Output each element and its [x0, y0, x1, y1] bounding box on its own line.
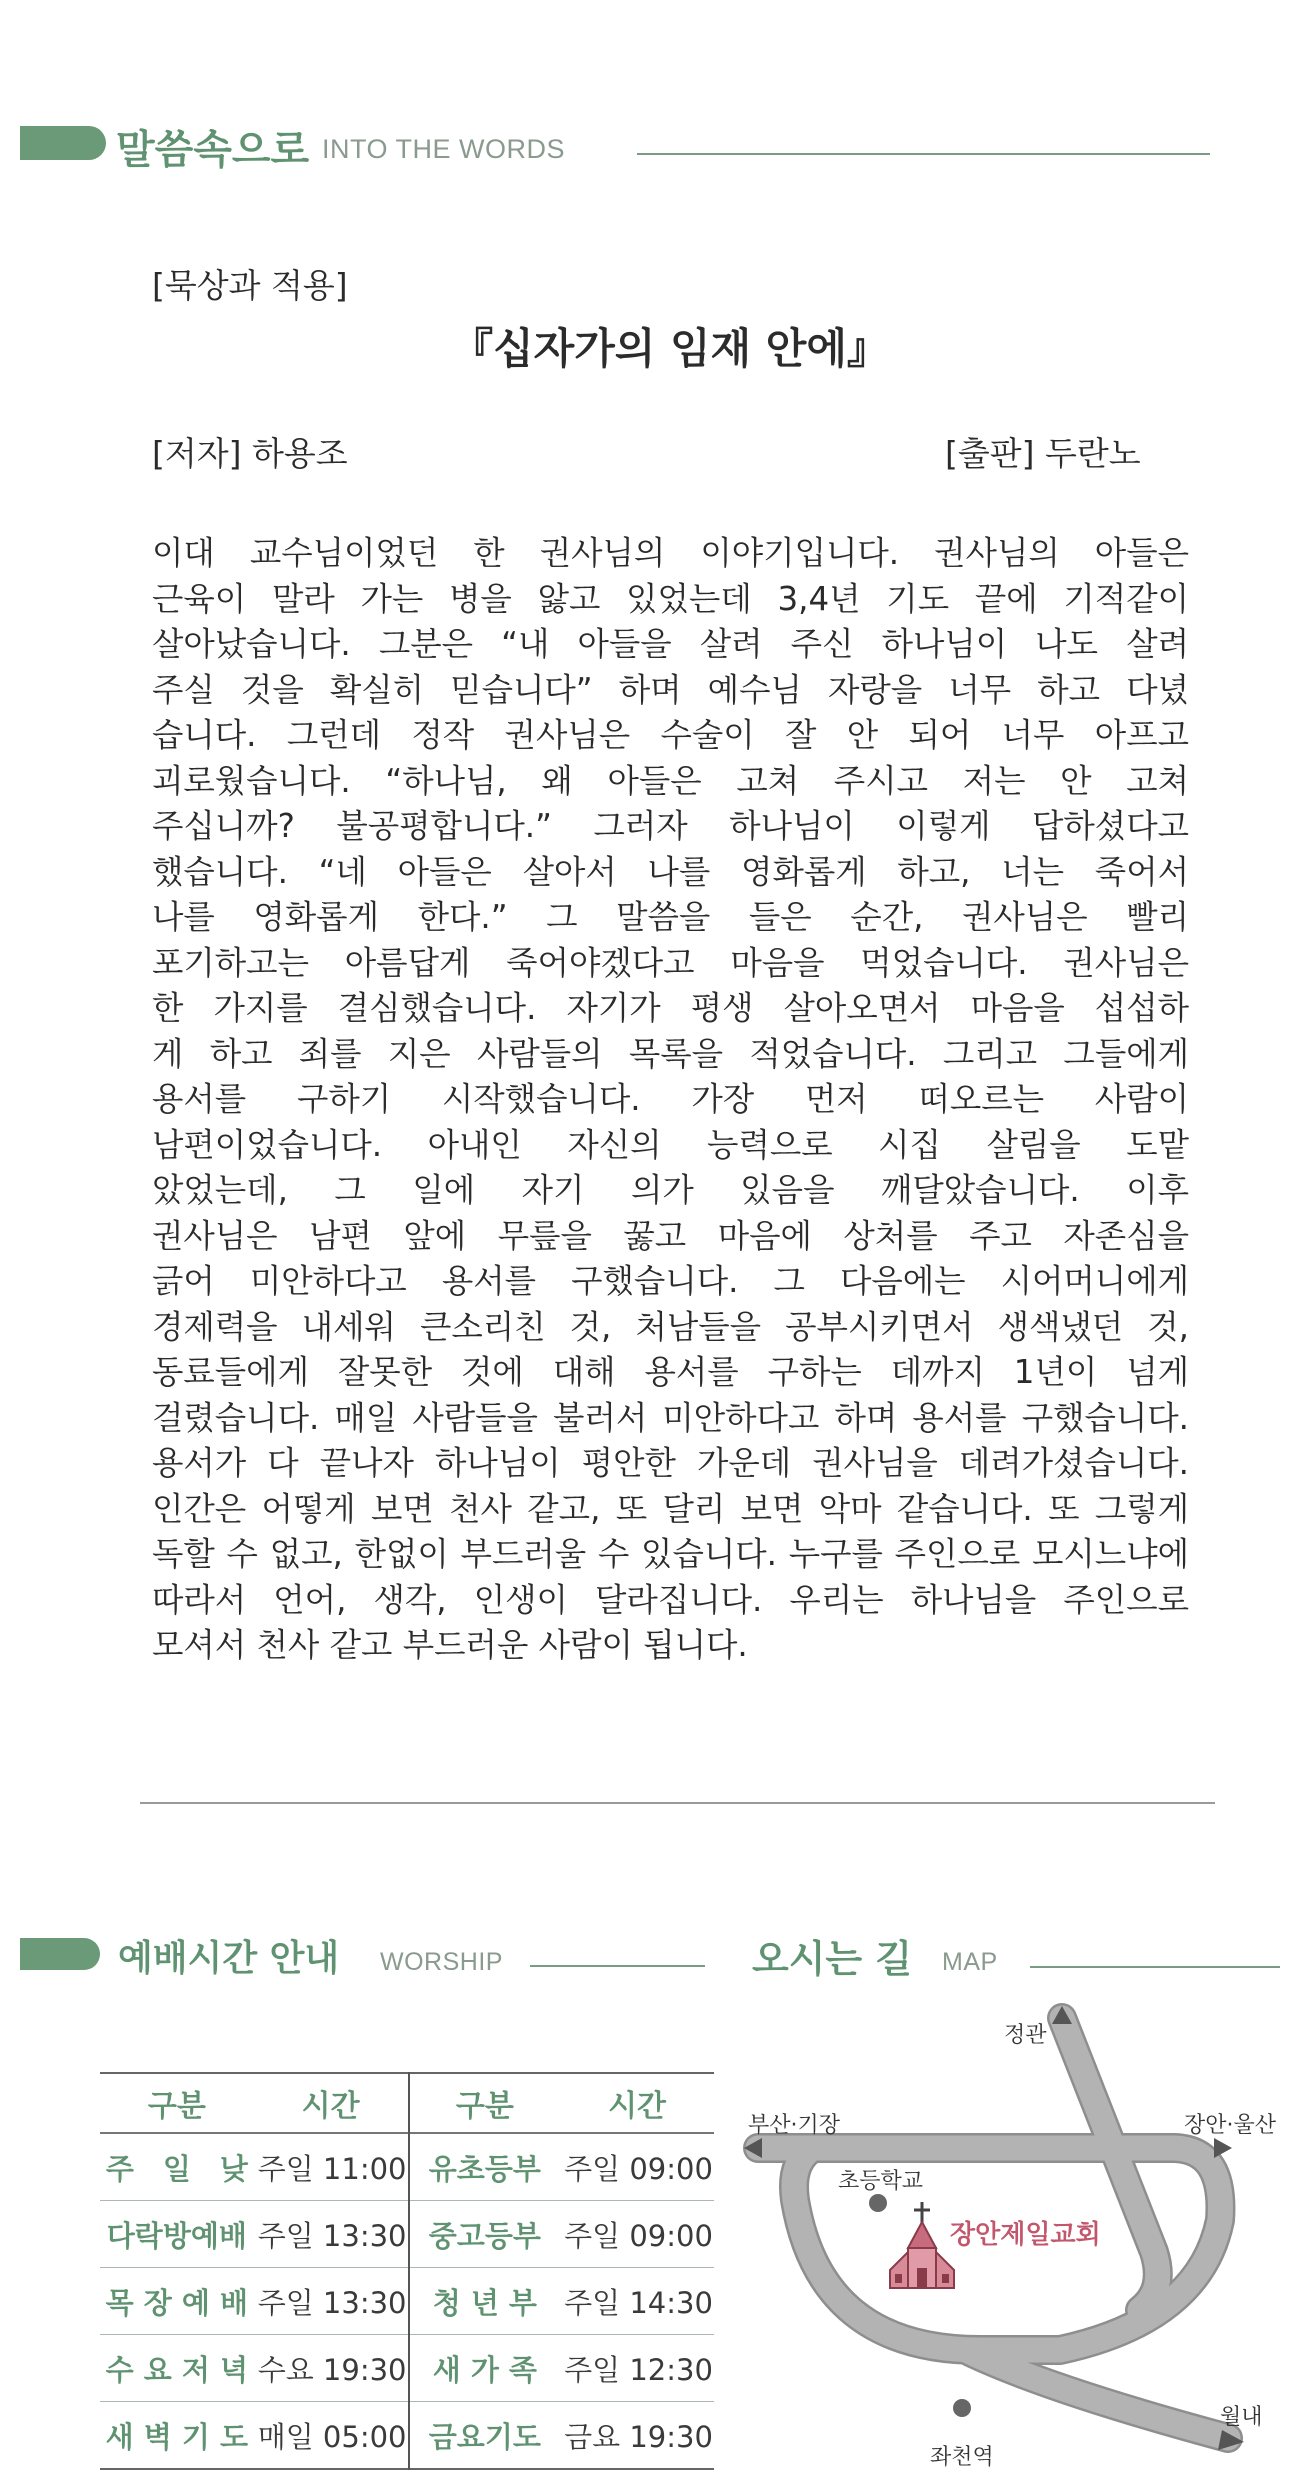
- service-time: 주일 09:00: [564, 2218, 713, 2253]
- service-time: 주일 09:00: [564, 2151, 713, 2186]
- service-time: 주일 13:30: [254, 2201, 409, 2268]
- worship-accent-bar: [20, 1938, 100, 1970]
- worship-table: [100, 2072, 714, 2470]
- table-row: [100, 2335, 714, 2402]
- service-time: 수요 19:30: [254, 2335, 409, 2402]
- article-divider: [140, 1802, 1215, 1804]
- body-line: 포기하고는 아름답게 죽어야겠다고 마음을 먹었습니다. 권사님은: [152, 943, 1189, 982]
- body-line: 근육이 말라 가는 병을 앓고 있었는데 3,4년 기도 끝에 기적같이: [152, 579, 1189, 618]
- body-line: 습니다. 그런데 정작 권사님은 수술이 잘 안 되어 너무 아프고: [152, 716, 1189, 754]
- body-line: 용서가 다 끝나자 하나님이 평안한 가운데 권사님을 데려가셨습니다.: [152, 1444, 1189, 1482]
- body-line: 모셔서 천사 같고 부드러운 사람이 됩니다.: [152, 1626, 748, 1664]
- station-marker-icon: [953, 2399, 971, 2417]
- map-label-school: 초등학교: [838, 2169, 924, 2194]
- service-name: 중고등부: [428, 2218, 541, 2253]
- body-line: 동료들에게 잘못한 것에 대해 용서를 구하는 데까지 1년이 넘게: [152, 1353, 1189, 1391]
- service-time: 주일 14:30: [564, 2285, 713, 2320]
- body-line: 권사님은 남편 앞에 무릎을 꿇고 마음에 상처를 주고 자존심을: [152, 1216, 1189, 1255]
- service-name: 금요기도: [428, 2419, 541, 2454]
- body-line: 살아났습니다. 그분은 “내 아들을 살려 주신 하나님이 나도 살려: [152, 625, 1189, 663]
- body-line: 따라서 언어, 생각, 인생이 달라집니다. 우리는 하나님을 주인으로: [152, 1580, 1189, 1619]
- body-line: 이대 교수님이었던 한 권사님의 이야기입니다. 권사님의 아들은: [152, 534, 1189, 572]
- body-line: 나를 영화롭게 한다.” 그 말씀을 들은 순간, 권사님은 빨리: [152, 898, 1189, 936]
- service-name: 청 년 부: [432, 2285, 537, 2320]
- book-title: 『십자가의 임재 안에』: [451, 324, 889, 373]
- school-marker-icon: [869, 2194, 887, 2212]
- body-line: 했습니다. “네 아들은 살아서 나를 영화롭게 하고, 너는 죽어서: [152, 852, 1189, 891]
- service-time: 주일 13:30: [254, 2268, 409, 2335]
- table-header-row: [100, 2073, 714, 2133]
- body-line: 주십니까? 불공평합니다.” 그러자 하나님이 이렇게 답하셨다고: [152, 807, 1189, 845]
- church-icon: [890, 2202, 954, 2288]
- service-name: 주 일 낮: [105, 2151, 248, 2186]
- body-line: 인간은 어떻게 보면 천사 같고, 또 달리 보면 악마 같습니다. 또 그렇게: [152, 1489, 1189, 1528]
- table-header: 시간: [254, 2073, 409, 2133]
- service-time: 금요 19:30: [564, 2419, 713, 2454]
- body-line: 걸렸습니다. 매일 사람들을 불러서 미안하다고 하며 용서를 구했습니다.: [152, 1398, 1189, 1437]
- map-subtitle: MAP: [942, 1948, 998, 1976]
- worship-rule: [530, 1965, 705, 1967]
- map-rule: [1030, 1966, 1280, 1968]
- table-row: [100, 2268, 714, 2335]
- body-line: 괴로웠습니다. “하나님, 왜 아들은 고쳐 주시고 저는 안 고쳐: [152, 761, 1189, 800]
- body-line: 긁어 미안하다고 용서를 구했습니다. 그 다음에는 시어머니에게: [152, 1262, 1189, 1300]
- body-line: 경제력을 내세워 큰소리친 것, 처남들을 공부시키면서 생색냈던 것,: [152, 1307, 1189, 1346]
- table-header: 시간: [608, 2089, 667, 2124]
- service-time: 주일 11:00: [254, 2133, 409, 2201]
- service-name: 다락방예배: [106, 2218, 247, 2253]
- body-line: 독할 수 없고, 한없이 부드러울 수 있습니다. 누구를 주인으로 모시느냐에: [152, 1535, 1189, 1573]
- map-label-station: 좌천역: [930, 2445, 994, 2470]
- map-label-southeast: 월내: [1220, 2405, 1263, 2430]
- service-name: 새 벽 기 도: [105, 2419, 249, 2454]
- body-line: 주실 것을 확실히 믿습니다” 하며 예수님 자랑을 너무 하고 다녔: [152, 670, 1189, 709]
- worship-title: 예배시간 안내: [118, 1938, 340, 1979]
- map-label-north: 정관: [1004, 2023, 1047, 2048]
- service-name: 새 가 족: [432, 2352, 537, 2387]
- service-name: 유초등부: [428, 2151, 541, 2186]
- table-row: [100, 2201, 714, 2268]
- map-title: 오시는 길: [752, 1937, 913, 1981]
- book-author: [저자] 하용조: [152, 434, 348, 473]
- page-title: 말씀속으로: [116, 127, 310, 173]
- body-line: 한 가지를 결심했습니다. 자기가 평생 살아오면서 마음을 섭섭하: [152, 989, 1189, 1027]
- service-time: 매일 05:00: [254, 2402, 409, 2470]
- worship-subtitle: WORSHIP: [380, 1948, 503, 1976]
- body-line: 남편이었습니다. 아내인 자신의 능력으로 시집 살림을 도맡: [152, 1125, 1189, 1164]
- service-time: 주일 12:30: [564, 2352, 713, 2387]
- body-line: 았었는데, 그 일에 자기 의가 있음을 깨달았습니다. 이후: [152, 1171, 1189, 1209]
- article-body: [152, 531, 1189, 1669]
- body-line: 게 하고 죄를 지은 사람들의 목록을 적었습니다. 그리고 그들에게: [152, 1034, 1189, 1073]
- body-line: 용서를 구하기 시작했습니다. 가장 먼저 떠오르는 사람이: [152, 1080, 1189, 1118]
- map-label-church: 장안제일교회: [950, 2220, 1101, 2250]
- page-subtitle: INTO THE WORDS: [322, 134, 566, 164]
- header-rule: [637, 153, 1210, 155]
- table-header: 구분: [147, 2089, 206, 2124]
- service-name: 수 요 저 녁: [105, 2352, 249, 2387]
- header-accent-bar: [20, 126, 106, 160]
- map-label-east: 장안·울산: [1184, 2113, 1277, 2138]
- table-header: 구분: [455, 2089, 514, 2124]
- map-label-west: 부산·기장: [748, 2113, 841, 2138]
- table-row: [100, 2133, 714, 2201]
- table-row: [100, 2402, 714, 2470]
- arrow-east-icon: [1214, 2138, 1232, 2158]
- book-publisher: [출판] 두란노: [945, 434, 1141, 473]
- service-name: 목 장 예 배: [105, 2285, 249, 2320]
- article-category: [묵상과 적용]: [152, 266, 348, 305]
